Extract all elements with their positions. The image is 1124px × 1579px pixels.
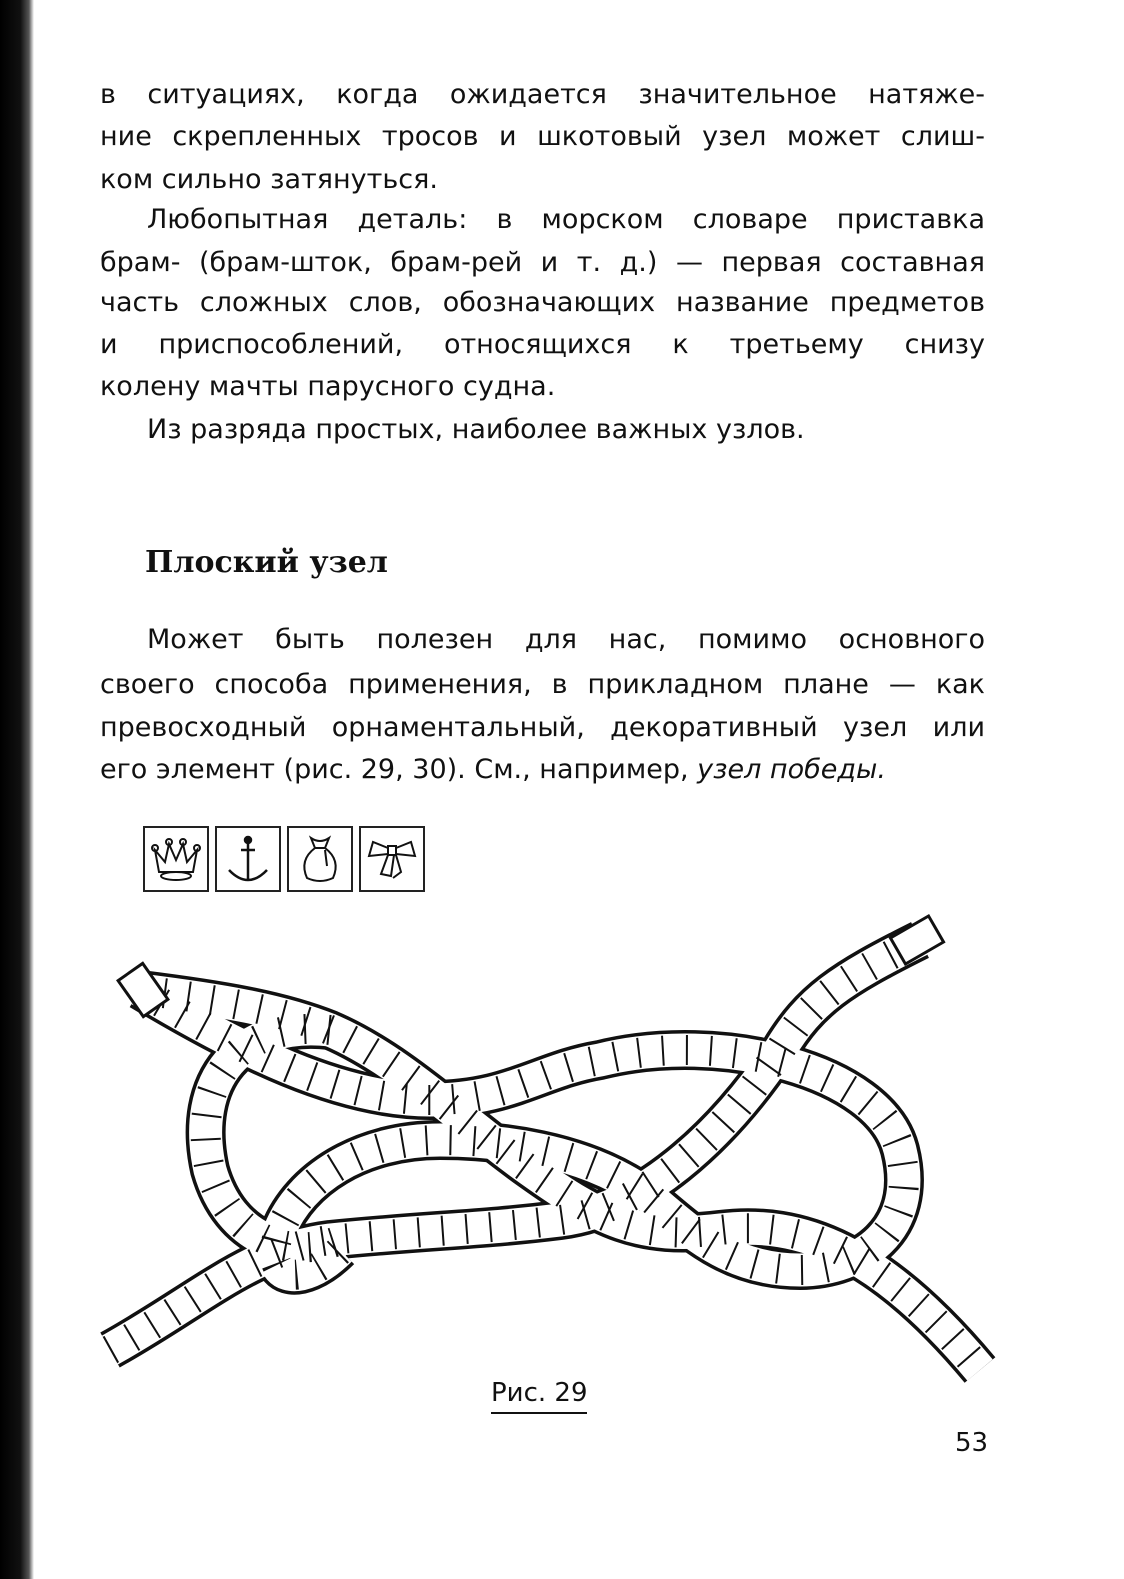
- text-line: в ситуациях, когда ожидается значительное натяже-: [100, 79, 985, 110]
- section-heading: Плоский узел: [145, 545, 388, 580]
- text-line: и приспособлений, относящихся к третьему снизу: [100, 329, 985, 360]
- figure-caption: Рис. 29: [491, 1378, 587, 1414]
- text-line: колену мачты парусного судна.: [100, 371, 556, 402]
- text-line: превосходный орнаментальный, декоративный узел или: [100, 712, 985, 743]
- text-line: Может быть полезен для нас, помимо основного: [147, 624, 985, 655]
- square-knot-illustration: [80, 910, 1000, 1390]
- crown-icon: [143, 826, 209, 892]
- bow-icon: [359, 826, 425, 892]
- text-line: ние скрепленных тросов и шкотовый узел может слиш-: [100, 121, 985, 152]
- italic-reference: узел победы.: [697, 754, 886, 785]
- text-line: своего способа применения, в прикладном плане — как: [100, 669, 985, 700]
- book-spine-shadow: [0, 0, 34, 1579]
- text-line: Из разряда простых, наиболее важных узлов.: [147, 414, 805, 445]
- text-line: [100, 750, 985, 790]
- text-line: часть сложных слов, обозначающих название предметов: [100, 287, 985, 318]
- page-number: 53: [955, 1428, 989, 1458]
- knot-usage-icons: [143, 826, 425, 892]
- money-bag-icon: [287, 826, 353, 892]
- text-line: Любопытная деталь: в морском словаре приставка: [147, 204, 985, 235]
- anchor-icon: [215, 826, 281, 892]
- text-line: брам- (брам-шток, брам-рей и т. д.) — первая составная: [100, 247, 985, 278]
- text-line: ком сильно затянуться.: [100, 164, 438, 195]
- text-span: его элемент (рис. 29, 30). См., например,: [100, 754, 698, 785]
